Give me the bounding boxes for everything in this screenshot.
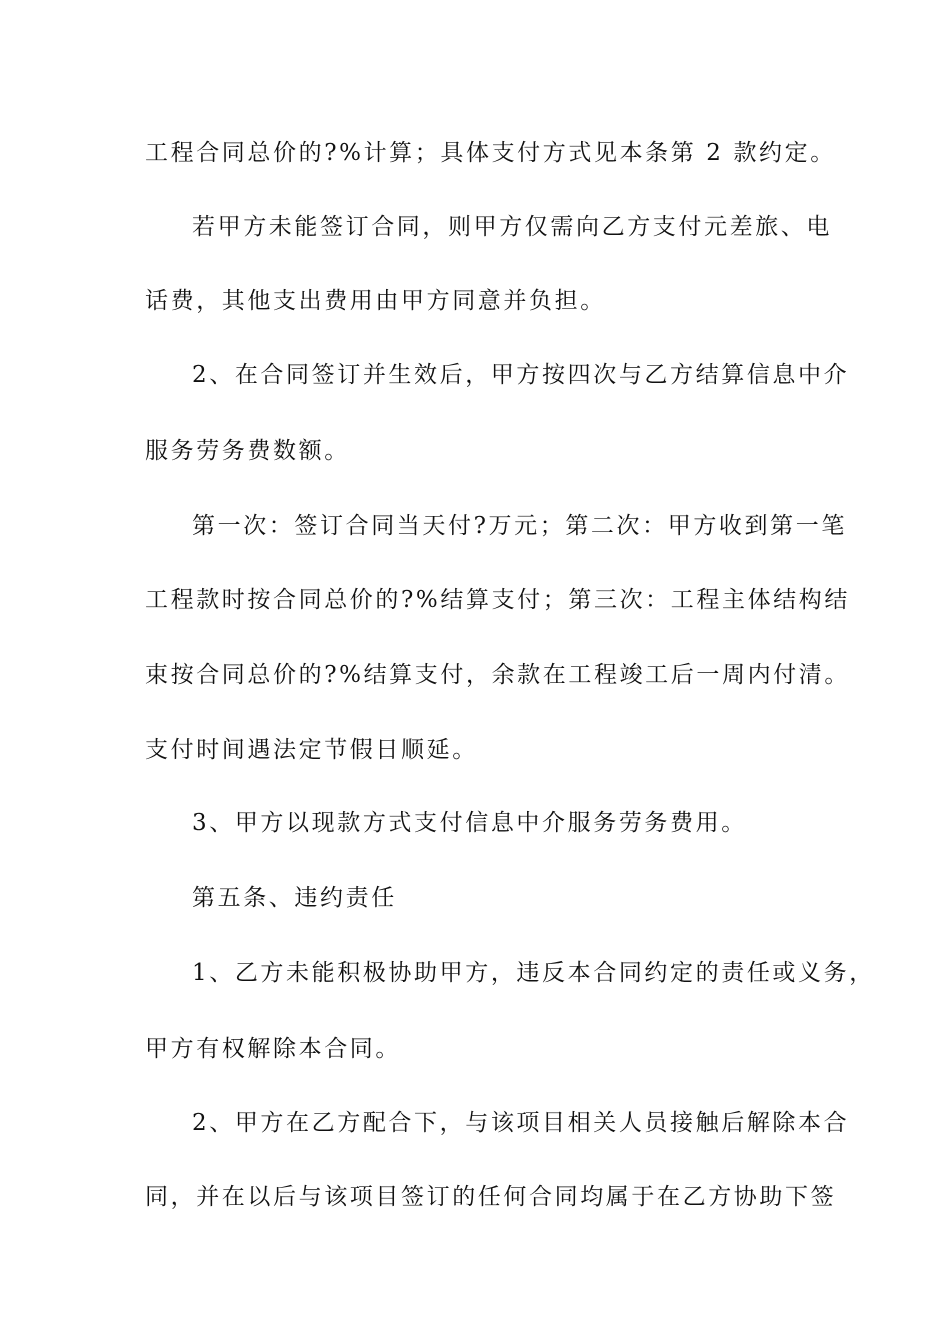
text-line: 同，并在以后与该项目签订的任何合同均属于在乙方协助下签 — [145, 1184, 837, 1210]
text-line: 束按合同总价的?%结算支付，余款在工程竣工后一周内付清。 — [145, 662, 850, 688]
text-line: 话费，其他支出费用由甲方同意并负担。 — [145, 288, 606, 314]
text-line: 2、甲方在乙方配合下，与该项目相关人员接触后解除本合 — [192, 1110, 850, 1136]
text-line: 工程款时按合同总价的?%结算支付；第三次：工程主体结构结 — [145, 587, 850, 613]
text-line: 3、甲方以现款方式支付信息中介服务劳务费用。 — [192, 810, 747, 836]
text-line: 工程合同总价的?%计算；具体支付方式见本条第 2 款约定。 — [145, 140, 836, 166]
text-line: 若甲方未能签订合同，则甲方仅需向乙方支付元差旅、电 — [192, 214, 832, 240]
section-heading: 第五条、违约责任 — [192, 885, 397, 911]
text-line: 第一次：签订合同当天付?万元；第二次：甲方收到第一笔 — [192, 513, 847, 539]
text-line: 服务劳务费数额。 — [145, 438, 350, 464]
text-line: 1、乙方未能积极协助甲方，违反本合同约定的责任或义务， — [192, 960, 875, 986]
text-line: 2、在合同签订并生效后，甲方按四次与乙方结算信息中介 — [192, 362, 850, 388]
text-line: 甲方有权解除本合同。 — [145, 1036, 401, 1062]
text-line: 支付时间遇法定节假日顺延。 — [145, 737, 478, 763]
